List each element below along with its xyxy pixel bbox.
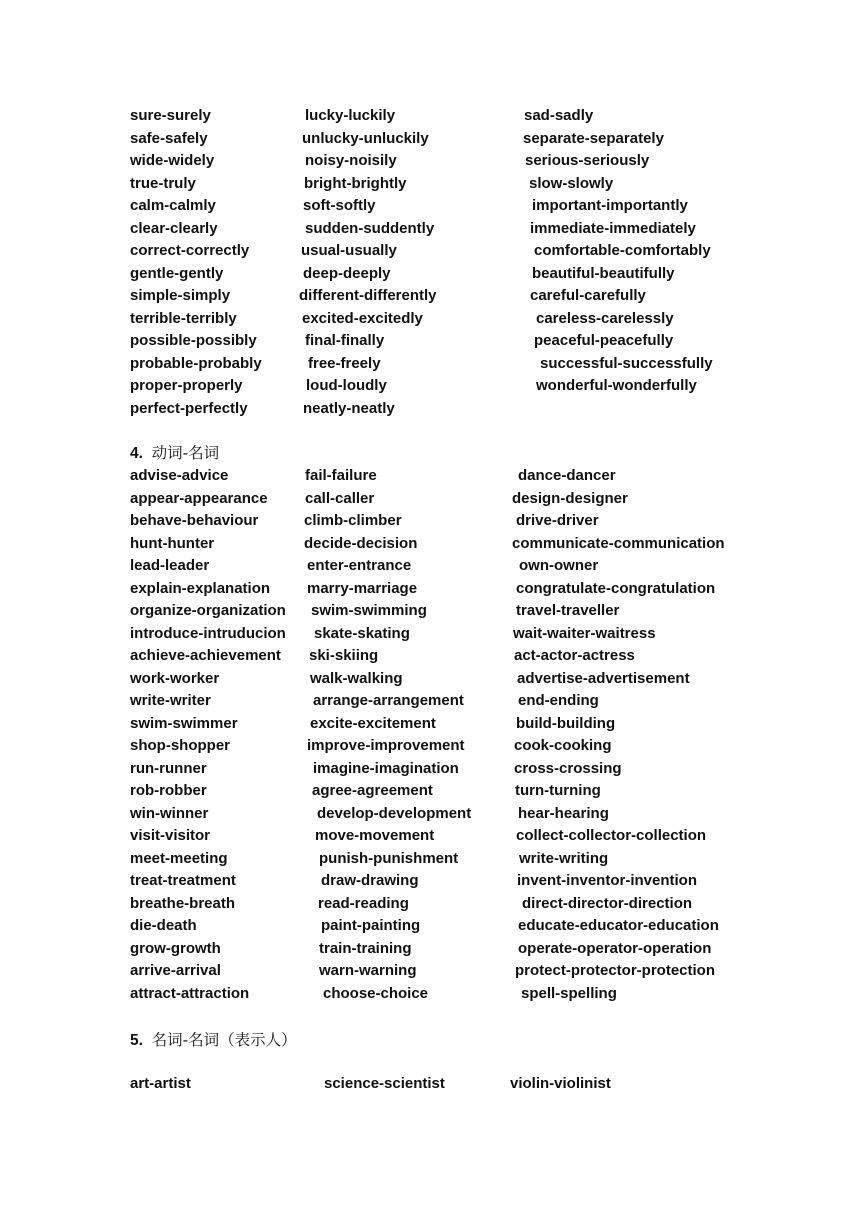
word-pair: breathe-breath <box>130 894 236 912</box>
word-pair: treat-treatment <box>130 872 236 889</box>
word-pair: safe-safely <box>130 129 208 147</box>
word-pair: possible-possibly <box>130 332 257 349</box>
word-pair: advise-advice <box>130 467 229 484</box>
word-pair: train-training <box>319 939 412 957</box>
word-pair: win-winner <box>130 804 209 822</box>
word-pair: walk-walking <box>310 669 403 687</box>
word-pair-row <box>0 173 760 196</box>
word-pair-row <box>0 848 760 871</box>
word-pair: wait-waiter-waitress <box>513 624 656 642</box>
word-pair: skate-skating <box>314 624 410 642</box>
word-pair: meet-meeting <box>130 849 228 867</box>
word-pair: unlucky-unluckily <box>302 129 429 147</box>
word-pair: choose-choice <box>323 984 429 1002</box>
word-pair: true-truly <box>130 174 196 192</box>
word-pair: important-importantly <box>532 197 688 214</box>
word-pair: ski-skiing <box>309 647 379 664</box>
word-pair: wide-widely <box>130 152 215 169</box>
word-pair: successful-successfully <box>540 354 713 372</box>
word-pair-row <box>0 150 760 173</box>
word-pair-row <box>0 668 760 691</box>
word-pair: usual-usually <box>301 242 397 259</box>
word-pair: separate-separately <box>523 129 664 147</box>
word-pair: simple-simply <box>130 287 231 304</box>
word-pair: lucky-luckily <box>305 107 396 124</box>
word-pair: marry-marriage <box>307 579 418 597</box>
section-number: 4. <box>130 445 143 462</box>
word-pair: build-building <box>516 714 616 732</box>
word-pair: direct-director-direction <box>522 894 693 912</box>
word-pair: die-death <box>130 917 197 934</box>
word-pair: draw-drawing <box>321 872 419 889</box>
word-pair-row <box>0 870 760 893</box>
word-pair: wonderful-wonderfully <box>536 377 697 394</box>
word-pair-row <box>0 488 760 511</box>
word-pair: sudden-suddently <box>305 219 435 237</box>
word-pair: noisy-noisily <box>305 152 397 169</box>
word-pair: achieve-achievement <box>130 647 281 664</box>
word-pair: soft-softly <box>303 197 376 214</box>
word-pair: read-reading <box>318 894 409 912</box>
word-pair: advertise-advertisement <box>517 669 690 687</box>
word-pair-row <box>0 240 760 263</box>
word-pair: swim-swimmer <box>130 714 238 732</box>
word-pair-row <box>0 690 760 713</box>
word-pair: lead-leader <box>130 557 210 574</box>
word-pair-row <box>0 623 760 646</box>
word-pair: call-caller <box>305 489 375 507</box>
section-5-heading <box>130 1029 297 1052</box>
word-pair: end-ending <box>518 692 599 709</box>
word-pair: travel-traveller <box>516 602 620 619</box>
word-pair-row <box>0 960 760 983</box>
word-pair-row <box>0 465 760 488</box>
word-pair: warn-warning <box>319 962 417 979</box>
section-4-heading <box>130 442 219 465</box>
word-pair: swim-swimming <box>311 602 427 619</box>
word-pair: run-runner <box>130 759 207 777</box>
word-pair-row <box>0 285 760 308</box>
word-pair: peaceful-peacefully <box>534 332 674 349</box>
word-pair: own-owner <box>519 557 599 574</box>
word-pair: punish-punishment <box>319 849 459 867</box>
word-pair: gentle-gently <box>130 264 224 282</box>
word-pair-row <box>0 825 760 848</box>
word-pair: probable-probably <box>130 354 262 372</box>
word-pair: introduce-intruducion <box>130 624 286 642</box>
word-pair-row <box>0 308 760 331</box>
word-pair: appear-appearance <box>130 489 268 507</box>
word-pair-row <box>0 555 760 578</box>
word-pair: careless-carelessly <box>536 309 674 327</box>
word-pair: organize-organization <box>130 602 286 619</box>
word-pair: comfortable-comfortably <box>534 242 711 259</box>
word-pair-row <box>0 578 760 601</box>
word-pair: arrive-arrival <box>130 962 221 979</box>
word-pair: calm-calmly <box>130 197 216 214</box>
word-pair: neatly-neatly <box>303 399 395 417</box>
word-pair: write-writing <box>519 849 609 867</box>
word-pair: enter-entrance <box>307 557 412 574</box>
word-pair-row <box>0 600 760 623</box>
word-pair: protect-protector-protection <box>515 962 715 979</box>
word-pair-row <box>0 1073 760 1096</box>
word-pair-row <box>0 780 760 803</box>
word-pair-row <box>0 983 760 1006</box>
word-pair: attract-attraction <box>130 984 250 1002</box>
word-pair: final-finally <box>305 332 385 349</box>
word-pair-row <box>0 938 760 961</box>
word-pair: art-artist <box>130 1075 191 1092</box>
word-pair: clear-clearly <box>130 219 218 237</box>
word-pair: develop-development <box>317 804 472 822</box>
word-pair: collect-collector-collection <box>516 827 707 844</box>
word-pair-row <box>0 398 760 421</box>
word-pair-row <box>0 915 760 938</box>
word-pair-row <box>0 803 760 826</box>
word-pair: proper-properly <box>130 377 243 394</box>
section-number: 5. <box>130 1032 143 1049</box>
word-pair: free-freely <box>308 354 381 372</box>
word-pair: educate-educator-education <box>518 917 719 934</box>
word-pair: communicate-communication <box>512 534 725 552</box>
word-pair-row <box>0 218 760 241</box>
word-pair: act-actor-actress <box>514 647 635 664</box>
section-title: 名词-名词（表示人） <box>151 1031 297 1049</box>
word-pair: shop-shopper <box>130 737 230 754</box>
word-pair: visit-visitor <box>130 827 211 844</box>
word-pair: improve-improvement <box>307 737 465 754</box>
word-pair: design-designer <box>512 489 628 507</box>
word-pair: turn-turning <box>515 782 601 799</box>
word-pair: operate-operator-operation <box>518 939 712 957</box>
word-pair: slow-slowly <box>529 174 614 192</box>
word-pair-row <box>0 128 760 151</box>
word-pair: climb-climber <box>304 512 402 529</box>
word-pair-row <box>0 195 760 218</box>
word-pair: rob-robber <box>130 782 207 799</box>
word-pair: dance-dancer <box>518 467 616 484</box>
word-pair: arrange-arrangement <box>313 692 464 709</box>
word-pair: violin-violinist <box>510 1075 611 1092</box>
word-pair: spell-spelling <box>521 984 617 1002</box>
word-pair: deep-deeply <box>303 264 391 282</box>
word-pair-row <box>0 533 760 556</box>
word-pair: agree-agreement <box>312 782 433 799</box>
word-pair-row <box>0 645 760 668</box>
word-pair: imagine-imagination <box>313 759 459 777</box>
word-pair: different-differently <box>299 287 437 304</box>
word-pair: cook-cooking <box>514 737 612 754</box>
word-pair: serious-seriously <box>525 152 650 169</box>
word-pair: grow-growth <box>130 939 221 957</box>
word-pair-row <box>0 105 760 128</box>
word-pair-row <box>0 263 760 286</box>
word-pair: correct-correctly <box>130 242 250 259</box>
word-pair: behave-behaviour <box>130 512 259 529</box>
word-pair: decide-decision <box>304 534 418 552</box>
word-pair: beautiful-beautifully <box>532 264 675 282</box>
word-pair: congratulate-congratulation <box>516 579 716 597</box>
word-pair: write-writer <box>130 692 211 709</box>
word-pair-row <box>0 758 760 781</box>
word-pair: invent-inventor-invention <box>517 872 697 889</box>
word-pair-row <box>0 330 760 353</box>
word-pair: bright-brightly <box>304 174 407 192</box>
section-title: 动词-名词 <box>151 444 220 462</box>
word-pair-row <box>0 735 760 758</box>
word-pair: work-worker <box>130 669 220 687</box>
word-pair: move-movement <box>315 827 435 844</box>
word-pair: fail-failure <box>305 467 377 484</box>
word-pair: perfect-perfectly <box>130 399 248 417</box>
word-pair: explain-explanation <box>130 579 271 597</box>
word-pair: immediate-immediately <box>530 219 696 237</box>
word-pair: science-scientist <box>324 1075 445 1092</box>
word-pair-row <box>0 713 760 736</box>
word-pair: sad-sadly <box>524 107 594 124</box>
word-pair: careful-carefully <box>530 287 646 304</box>
word-pair-row <box>0 510 760 533</box>
word-pair: sure-surely <box>130 107 211 124</box>
word-pair: drive-driver <box>516 512 599 529</box>
word-pair: hear-hearing <box>518 804 609 822</box>
word-pair: paint-painting <box>321 917 421 934</box>
word-pair-row <box>0 893 760 916</box>
word-pair-row <box>0 353 760 376</box>
word-pair: cross-crossing <box>514 759 622 777</box>
word-pair-row <box>0 375 760 398</box>
word-pair: hunt-hunter <box>130 534 215 552</box>
word-pair: excite-excitement <box>310 714 436 732</box>
word-pair: terrible-terribly <box>130 309 237 327</box>
word-pair: loud-loudly <box>306 377 387 394</box>
word-pair: excited-excitedly <box>302 309 423 327</box>
